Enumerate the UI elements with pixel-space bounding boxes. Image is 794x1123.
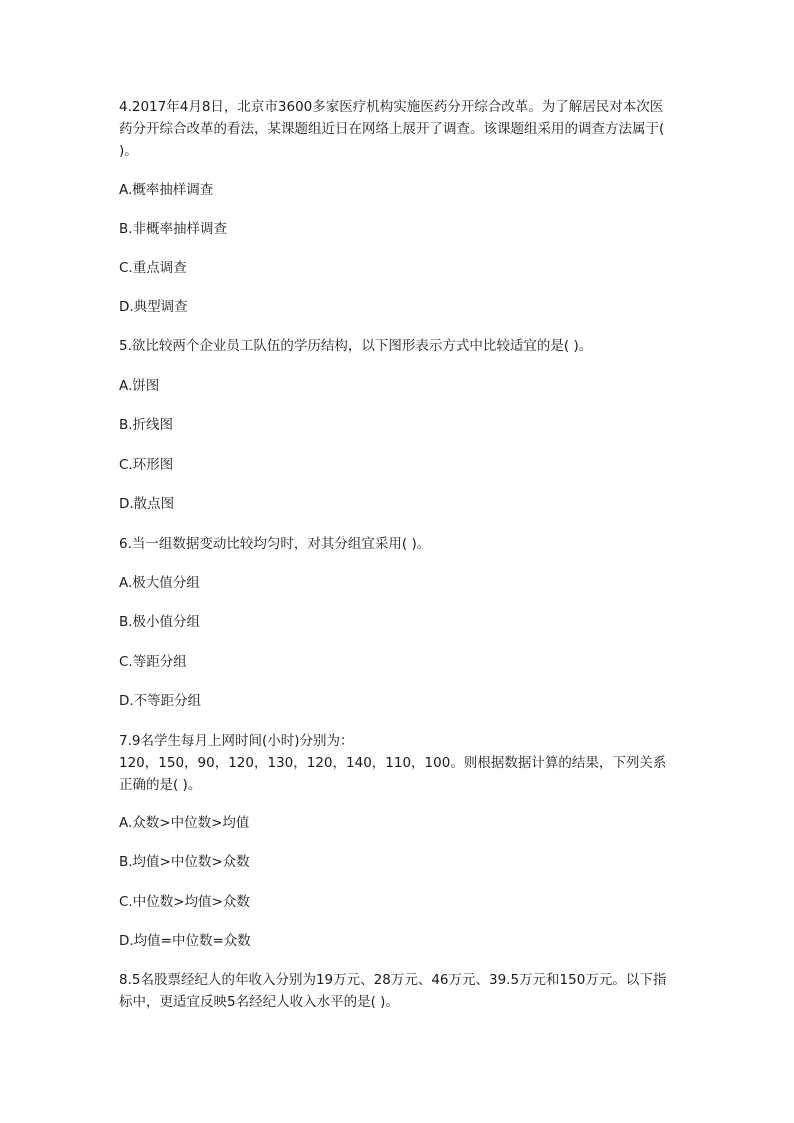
question-6-option-a: A.极大值分组 xyxy=(119,575,200,591)
question-6-stem: 6.当一组数据变动比较均匀时，对其分组宜采用( )。 xyxy=(119,536,431,552)
question-7-option-d: D.均值=中位数=众数 xyxy=(119,933,251,949)
question-7-option-b: B.均值>中位数>众数 xyxy=(119,854,250,870)
question-6-option-b: B.极小值分组 xyxy=(119,614,201,630)
question-5-option-d: D.散点图 xyxy=(119,496,175,512)
question-5-stem: 5.欲比较两个企业员工队伍的学历结构，以下图形表示方式中比较适宜的是( )。 xyxy=(119,338,593,354)
question-7-option-c: C.中位数>均值>众数 xyxy=(119,894,250,910)
question-4-stem: 4.2017年4月8日，北京市3600多家医疗机构实施医药分开综合改革。为了解居民对本次医药分开综合改革的看法，某课题组近日在网络上展开了调查。该课题组采用的调查方法属于( )。 xyxy=(119,99,669,159)
question-7-stem: 7.9名学生每月上网时间(小时)分别为： 120，150，90，120，130，120，140，110，100。则根据数据计算的结果，下列关系正确的是( )。 xyxy=(119,733,667,793)
question-5-option-a: A.饼图 xyxy=(119,378,160,394)
question-7-option-a: A.众数>中位数>均值 xyxy=(119,815,250,831)
question-5-option-c: C.环形图 xyxy=(119,457,174,473)
question-4-option-c: C.重点调查 xyxy=(119,260,187,276)
question-6-option-d: D.不等距分组 xyxy=(119,693,202,709)
question-4-option-a: A.概率抽样调查 xyxy=(119,182,214,198)
question-6-option-c: C.等距分组 xyxy=(119,654,187,670)
question-8-stem: 8.5名股票经纪人的年收入分别为19万元、28万元、46万元、39.5万元和150万元。以下指标中，更适宜反映5名经纪人收入水平的是( )。 xyxy=(119,972,667,1010)
question-5-option-b: B.折线图 xyxy=(119,417,174,433)
question-4-option-b: B.非概率抽样调查 xyxy=(119,221,228,237)
question-4-option-d: D.典型调查 xyxy=(119,299,188,315)
